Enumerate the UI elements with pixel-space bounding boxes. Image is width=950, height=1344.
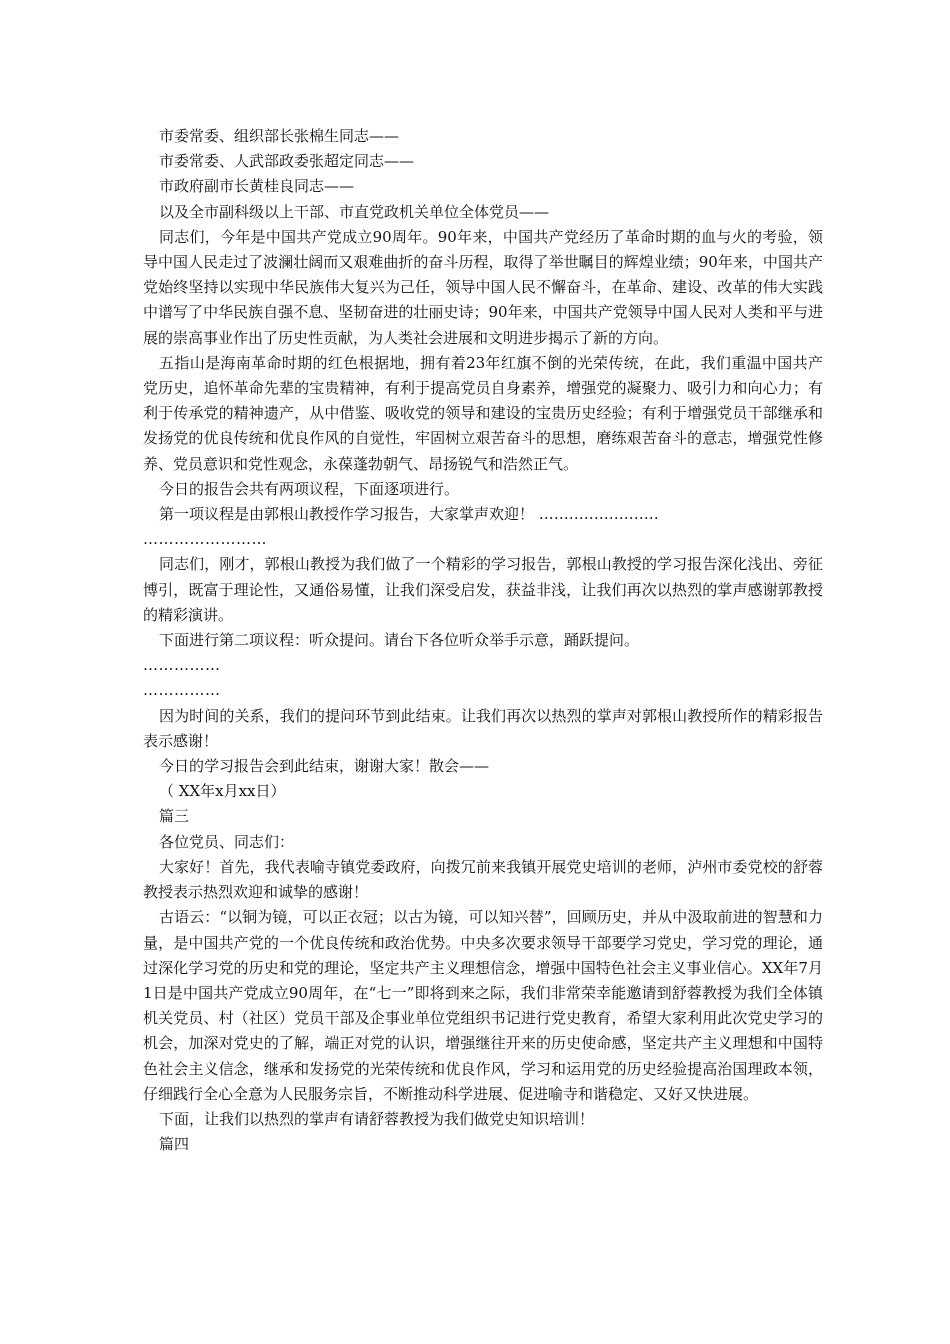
document-page [143,124,823,1157]
paragraph-2: 市政府副市长黄桂良同志—— [159,177,355,196]
paragraph-7: 第一项议程是由郭根山教授作学习报告，大家掌声欢迎！ …………………… [159,505,659,524]
paragraph-9: 同志们，刚才，郭根山教授为我们做了一个精彩的学习报告，郭根山教授的学习报告深化浅出、旁征博引，既富于理论性，又通俗易懂，让我们深受启发，获益非浅，让我们再次以热烈的掌声感谢郭教授的精彩演讲。 [143,555,823,624]
paragraph-20: 下面，让我们以热烈的掌声有请舒蓉教授为我们做党史知识培训！ [159,1109,595,1128]
ellipsis-line: …………………… [143,530,267,549]
paragraph-1: 市委常委、人武部政委张超定同志—— [159,152,415,171]
paragraph-4: 同志们，今年是中国共产党成立90周年。90年来，中国共产党经历了革命时期的血与火的考验，领导中国人民走过了波澜壮阔而又艰难曲折的奋斗历程，取得了举世瞩目的辉煌业绩；90年来，中国共产党始终坚持以实现中华民族伟大复兴为己任，领导中国人民不懈奋斗，在革命、建设、改革的伟大实践中谱写了中华民族自强不息、坚韧奋进的壮丽史诗；90年来，中国共产党领导中国人民对人类和平与进展的崇高事业作出了历史性贡献，为人类社会进展和文明进步揭示了新的方向。 [143,227,823,347]
paragraph-18: 大家好！首先，我代表喻寺镇党委政府，向拨冗前来我镇开展党史培训的老师，泸州市委党校的舒蓉教授表示热烈欢迎和诚挚的感谢！ [143,857,823,902]
paragraph-6: 今日的报告会共有两项议程，下面逐项进行。 [159,479,460,498]
paragraph-0: 市委常委、组织部长张棉生同志—— [159,127,400,145]
paragraph-10: 下面进行第二项议程：听众提问。请台下各位听众举手示意，踊跃提问。 [159,631,640,650]
paragraph-17: 各位党员、同志们： [159,832,295,851]
section-heading: 篇四 [159,1135,190,1154]
paragraph-19: 古语云：“以铜为镜，可以正衣冠；以古为镜，可以知兴替”，回顾历史，并从中汲取前进的智慧和力量，是中国共产党的一个优良传统和政治优势。中央多次要求领导干部要学习党史，学习党的理论，通过深化学习党的历史和党的理论，坚定共产主义理想信念，增强中国特色社会主义事业信心。XX年7月1日是中国共产党成立90周年，在“七一”即将到来之际，我们非常荣幸能邀请到舒蓉教授为我们全体镇机关党员、村（社区）党员干部及企事业单位党组织书记进行党史教育，希望大家利用此次党史学习的机会，加深对党史的了解，端正对党的认识，增强继往开来的历史使命感，坚定共产主义理想和中国特色社会主义信念，继承和发扬党的光荣传统和优良作风，学习和运用党的历史经验提高治国理政本领，仔细践行全心全意为人民服务宗旨，不断推动科学进展、促进喻寺和谐稳定、又好又快进展。 [143,908,823,1103]
section-heading: 篇三 [159,807,190,826]
paragraph-14: 今日的学习报告会到此结束，谢谢大家！散会—— [159,757,490,776]
ellipsis-line: …………… [143,656,221,675]
paragraph-5: 五指山是海南革命时期的红色根据地，拥有着23年红旗不倒的光荣传统，在此，我们重温中国共产党历史，追怀革命先辈的宝贵精神，有利于提高党员自身素养，增强党的凝聚力、吸引力和向心力；有利于传承党的精神遗产，从中借鉴、吸收党的领导和建设的宝贵历史经验；有利于增强党员干部继承和发扬党的优良传统和优良作风的自觉性，牢固树立艰苦奋斗的思想，磨练艰苦奋斗的意志，增强党性修养、党员意识和党性观念，永葆蓬勃朝气、昂扬锐气和浩然正气。 [143,353,823,473]
paragraph-3: 以及全市副科级以上干部、市直党政机关单位全体党员—— [159,202,550,221]
ellipsis-line: …………… [143,681,221,700]
paragraph-13: 因为时间的关系，我们的提问环节到此结束。让我们再次以热烈的掌声对郭根山教授所作的精彩报告表示感谢！ [143,706,823,750]
date-line: （ XX年x月xx日） [159,782,286,801]
